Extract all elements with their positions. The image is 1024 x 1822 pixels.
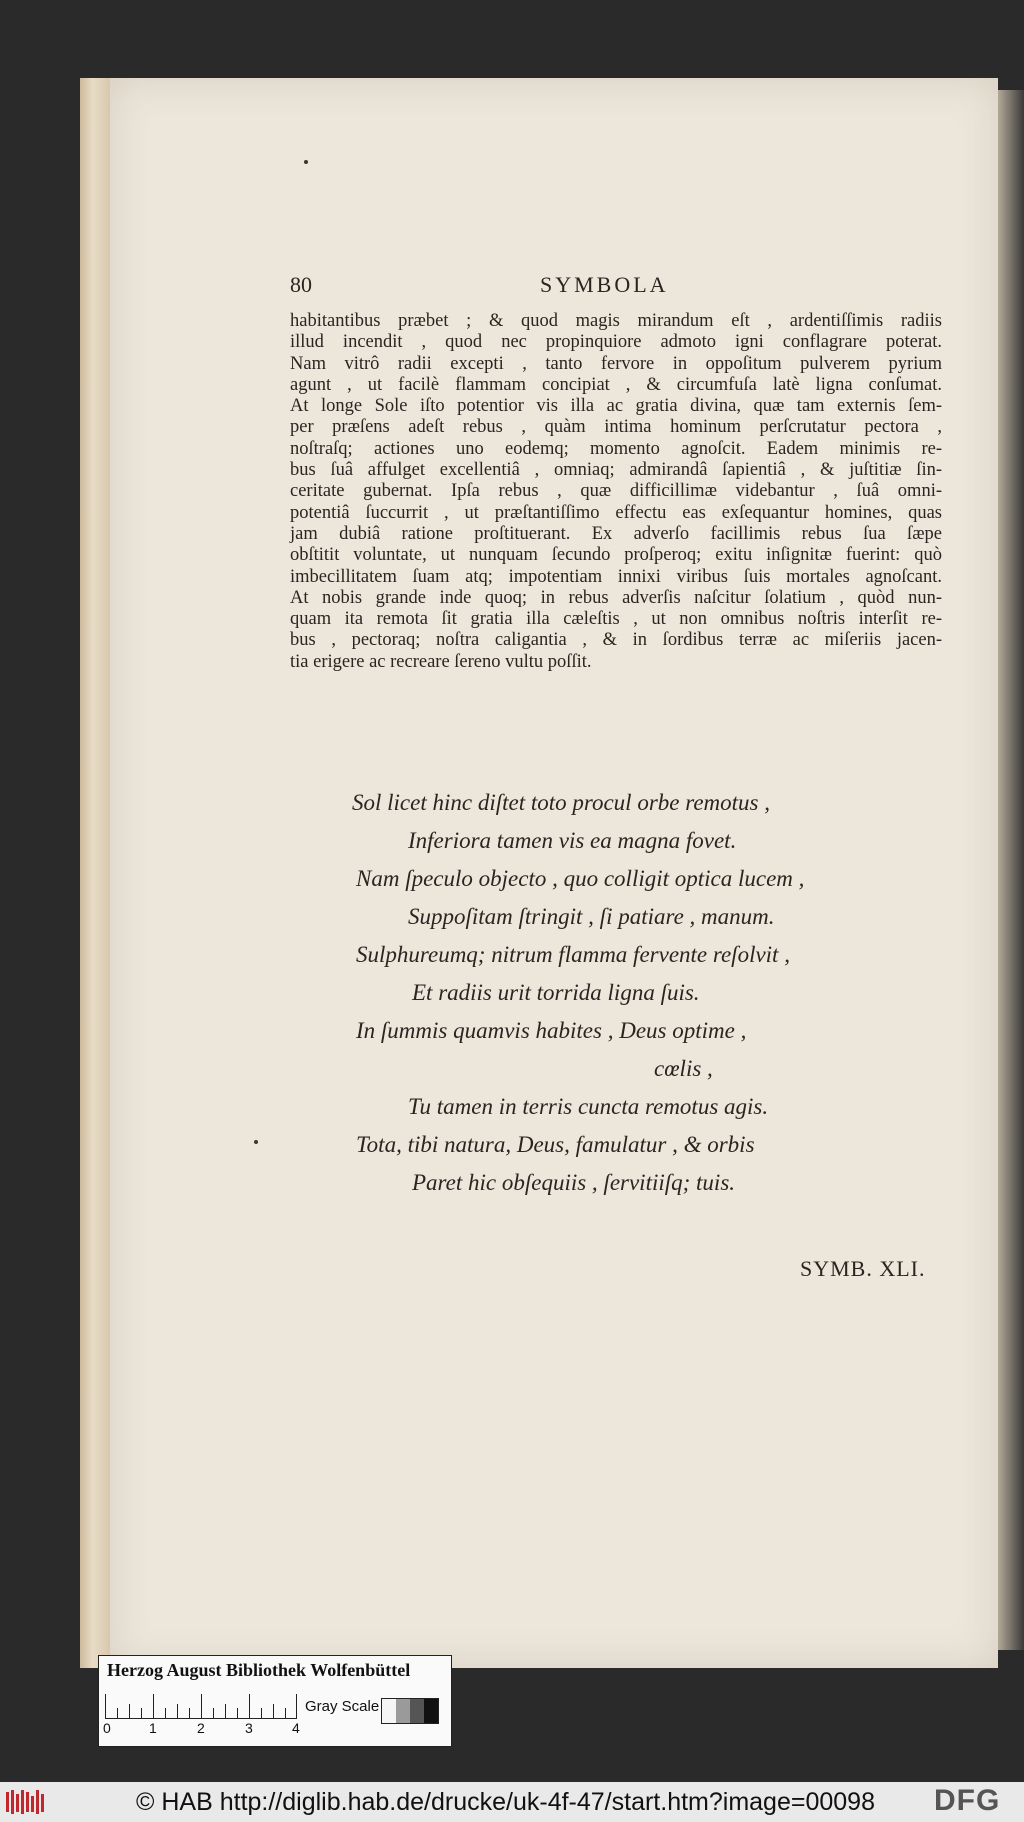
poem-line: Tu tamen in terris cuncta remotus agis. — [408, 1094, 769, 1119]
running-title: SYMBOLA — [540, 272, 669, 297]
ruler-number: 0 — [103, 1720, 111, 1736]
body-line: potentiâ ſuccurrit , ut præſtantiſſimo effectu eas exſequantur homines, quas — [290, 502, 942, 523]
page-number: 80 — [290, 272, 312, 297]
body-line: noſtraſq; actiones uno eodemq; momento agnoſcit. Eadem minimis re- — [290, 438, 942, 459]
body-line: imbecillitatem ſuam atq; impotentiam innixi viribus ſuis mortales agnoſcant. — [290, 566, 942, 587]
poem-line: Paret hic obſequiis , ſervitiiſq; tuis. — [412, 1170, 736, 1195]
body-line: Nam vitrô radii excepti , tanto fervore in oppoſitum pulverem pyrium — [290, 353, 942, 374]
body-line: At longe Sole iſto potentior vis illa ac gratia divina, quæ tam externis ſem- — [290, 396, 942, 417]
gray-scale-swatches — [381, 1698, 439, 1724]
body-line: agunt , ut facilè flammam concipiat , & circumfuſa latè ligna conſumat. — [290, 374, 942, 395]
body-line: bus ſuâ affulget excellentiâ , omniaq; admirandâ ſapientiâ , & juſtitiæ ſin- — [290, 460, 942, 481]
body-line: ceritate gubernat. Ipſa rebus , quæ difficillimæ videbantur , ſuâ omni- — [290, 481, 942, 502]
poem-line: Sol licet hinc diſtet toto procul orbe remotus , — [352, 790, 770, 815]
poem-line: Sulphureumq; nitrum flamma fervente reſolvit , — [356, 942, 790, 967]
body-line: jam dubiâ ratione proſtituerant. Ex adverſo facillimis rebus ſua ſæpe — [290, 523, 942, 544]
poem-line: Suppoſitam ſtringit , ſi patiare , manum. — [408, 904, 775, 929]
ruler-number: 4 — [292, 1720, 300, 1736]
footer-bar — [0, 1782, 1024, 1822]
ruler-number: 2 — [197, 1720, 205, 1736]
body-line: tia erigere ac recreare ſereno vultu poſſit. — [290, 651, 592, 672]
poem-line: Tota, tibi natura, Deus, famulatur , & orbis — [356, 1132, 755, 1157]
scale-bar — [105, 1694, 445, 1742]
body-line: bus , pectoraq; noſtra caligantia , & in ſordibus terræ ac miſeriis jacen- — [290, 630, 942, 651]
ink-speck — [254, 1140, 258, 1144]
body-text — [290, 311, 942, 673]
ruler-number: 3 — [245, 1720, 253, 1736]
ink-speck — [304, 160, 308, 164]
body-line: obſtitit voluntate, ut nunquam ſecundo proſperoq; exitu inſignitæ fuerint: quò — [290, 545, 942, 566]
poem-line: In ſummis quamvis habites , Deus optime , — [356, 1018, 747, 1043]
body-line: quam ita remota ſit gratia illa cæleſtis , ut non omnibus noſtris interſit re- — [290, 609, 942, 630]
poem-line: Nam ſpeculo objecto , quo colligit optica lucem , — [356, 866, 805, 891]
dfg-logo: DFG — [934, 1784, 1001, 1817]
ruler-number: 1 — [149, 1720, 157, 1736]
body-line: habitantibus præbet ; & quod magis mirandum eſt , ardentiſſimis radiis — [290, 311, 942, 331]
copyright-url[interactable]: © HAB http://diglib.hab.de/drucke/uk-4f-47/start.htm?image=00098 — [136, 1788, 875, 1816]
body-line: illud incendit , quod nec propinquiore admoto igni conflagrare poterat. — [290, 332, 942, 353]
library-label — [98, 1655, 452, 1747]
body-line: At nobis grande inde quoq; in rebus adverſis naſcitur ſolatium , quòd nun- — [290, 587, 942, 608]
gray-swatch — [424, 1699, 438, 1723]
gray-swatch — [382, 1699, 396, 1723]
gray-swatch — [396, 1699, 410, 1723]
gray-swatch — [410, 1699, 424, 1723]
page-edge — [80, 78, 112, 1668]
library-name: Herzog August Bibliothek Wolfenbüttel — [107, 1660, 411, 1680]
hab-logo-icon — [4, 1788, 46, 1816]
ruler — [105, 1694, 297, 1719]
poem-line: Et radiis urit torrida ligna ſuis. — [412, 980, 700, 1005]
poem-line: cœlis , — [654, 1056, 713, 1081]
page-header — [290, 272, 942, 306]
gray-scale-label: Gray Scale — [305, 1698, 380, 1715]
catchword: SYMB. XLI. — [800, 1256, 926, 1281]
poem-line: Inferiora tamen vis ea magna fovet. — [408, 828, 737, 853]
body-line: per præſens adeſt rebus , quàm intima hominum perſcrutatur pectora , — [290, 417, 942, 438]
